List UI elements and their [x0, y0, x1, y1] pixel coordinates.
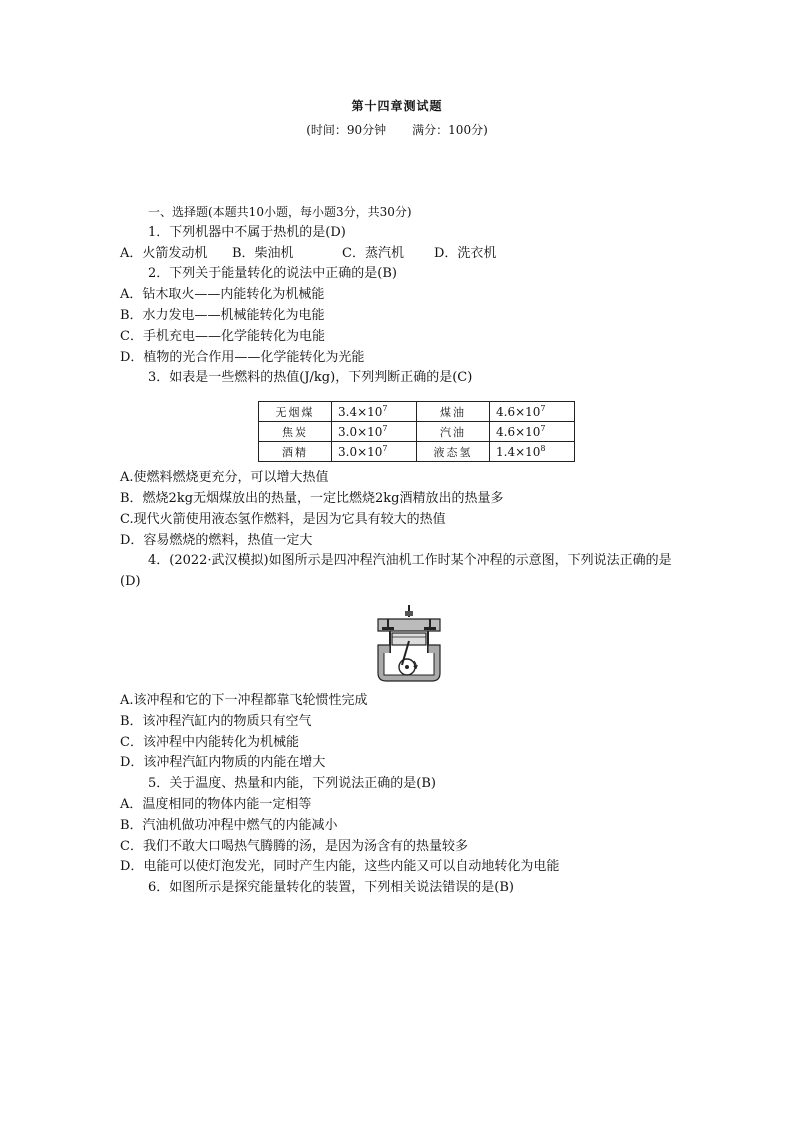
- option-c: C．蒸汽机: [342, 245, 404, 261]
- option-d: D．洗衣机: [434, 245, 497, 261]
- option-b: B．水力发电——机械能转化为电能: [120, 307, 325, 323]
- option-c: C.现代火箭使用液态氢作燃料，是因为它具有较大的热值: [120, 511, 446, 527]
- option-a: A．温度相同的物体内能一定相等: [120, 796, 312, 812]
- table-cell: 煤油: [417, 402, 490, 422]
- full-score: 满分：100分): [412, 123, 488, 137]
- fuel-heat-value-table: [258, 401, 575, 462]
- table-cell: 焦炭: [259, 422, 332, 442]
- option-c: C．我们不敢大口喝热气腾腾的汤，是因为汤含有的热量较多: [120, 838, 468, 854]
- page-title: 第十四章测试题: [351, 99, 443, 113]
- option-b: B．柴油机: [232, 245, 294, 261]
- table-cell: 无烟煤: [259, 402, 332, 422]
- table-cell: 汽油: [417, 422, 490, 442]
- option-a: A.该冲程和它的下一冲程都靠飞轮惯性完成: [120, 692, 368, 708]
- question-2-stem: 2．下列关于能量转化的说法中正确的是(B): [148, 266, 397, 282]
- option-c: C．手机充电——化学能转化为电能: [120, 328, 325, 344]
- option-a: A．钻木取火——内能转化为机械能: [120, 287, 325, 303]
- table-row: [259, 422, 575, 442]
- option-b: B．该冲程汽缸内的物质只有空气: [120, 713, 312, 729]
- engine-stroke-figure: [374, 603, 444, 683]
- question-5-stem: 5．关于温度、热量和内能，下列说法正确的是(B): [148, 776, 436, 792]
- table-cell: 酒精: [259, 442, 332, 462]
- table-cell: $3.0\times 10^7$: [332, 422, 417, 442]
- question-1-stem: 1．下列机器中不属于热机的是(D): [148, 224, 346, 240]
- question-3-stem: 3．如表是一些燃料的热值(J/kg)，下列判断正确的是(C): [148, 370, 473, 386]
- table-cell: $3.4\times 10^7$: [332, 402, 417, 422]
- option-b: B．燃烧2kg无烟煤放出的热量，一定比燃烧2kg酒精放出的热量多: [120, 490, 504, 506]
- option-d: D．植物的光合作用——化学能转化为光能: [120, 349, 365, 365]
- option-d: D．该冲程汽缸内物质的内能在增大: [120, 755, 326, 771]
- question-4-stem: 4．(2022·武汉模拟)如图所示是四冲程汽油机工作时某个冲程的示意图，下列说法正确的是(D): [120, 553, 672, 590]
- table-row: [259, 442, 575, 462]
- question-6-stem: 6．如图所示是探究能量转化的装置，下列相关说法错误的是(B): [148, 880, 514, 896]
- table-cell: 液态氢: [417, 442, 490, 462]
- table-cell: $1.4\times 10^8$: [490, 442, 575, 462]
- option-b: B．汽油机做功冲程中燃气的内能减小: [120, 817, 338, 833]
- option-d: D．容易燃烧的燃料，热值一定大: [120, 532, 313, 548]
- question-1-options: [120, 244, 680, 265]
- table-cell: $4.6\times 10^7$: [490, 402, 575, 422]
- option-d: D．电能可以使灯泡发光，同时产生内能，这些内能又可以自动地转化为电能: [120, 859, 560, 875]
- table-cell: $3.0\times 10^7$: [332, 442, 417, 462]
- question-body: [120, 202, 680, 899]
- section-heading: 一、选择题(本题共10小题，每小题3分，共30分): [148, 205, 412, 219]
- option-a: A.使燃料燃烧更充分，可以增大热值: [120, 470, 329, 486]
- time-limit: (时间：90分钟: [306, 123, 387, 137]
- table-cell: $4.6\times 10^7$: [490, 422, 575, 442]
- exam-meta: [0, 121, 794, 138]
- option-c: C．该冲程中内能转化为机械能: [120, 734, 299, 750]
- table-row: [259, 402, 575, 422]
- option-a: A．火箭发动机: [120, 245, 208, 261]
- fuel-table-wrap: [258, 401, 680, 462]
- engine-diagram-icon: [374, 603, 444, 683]
